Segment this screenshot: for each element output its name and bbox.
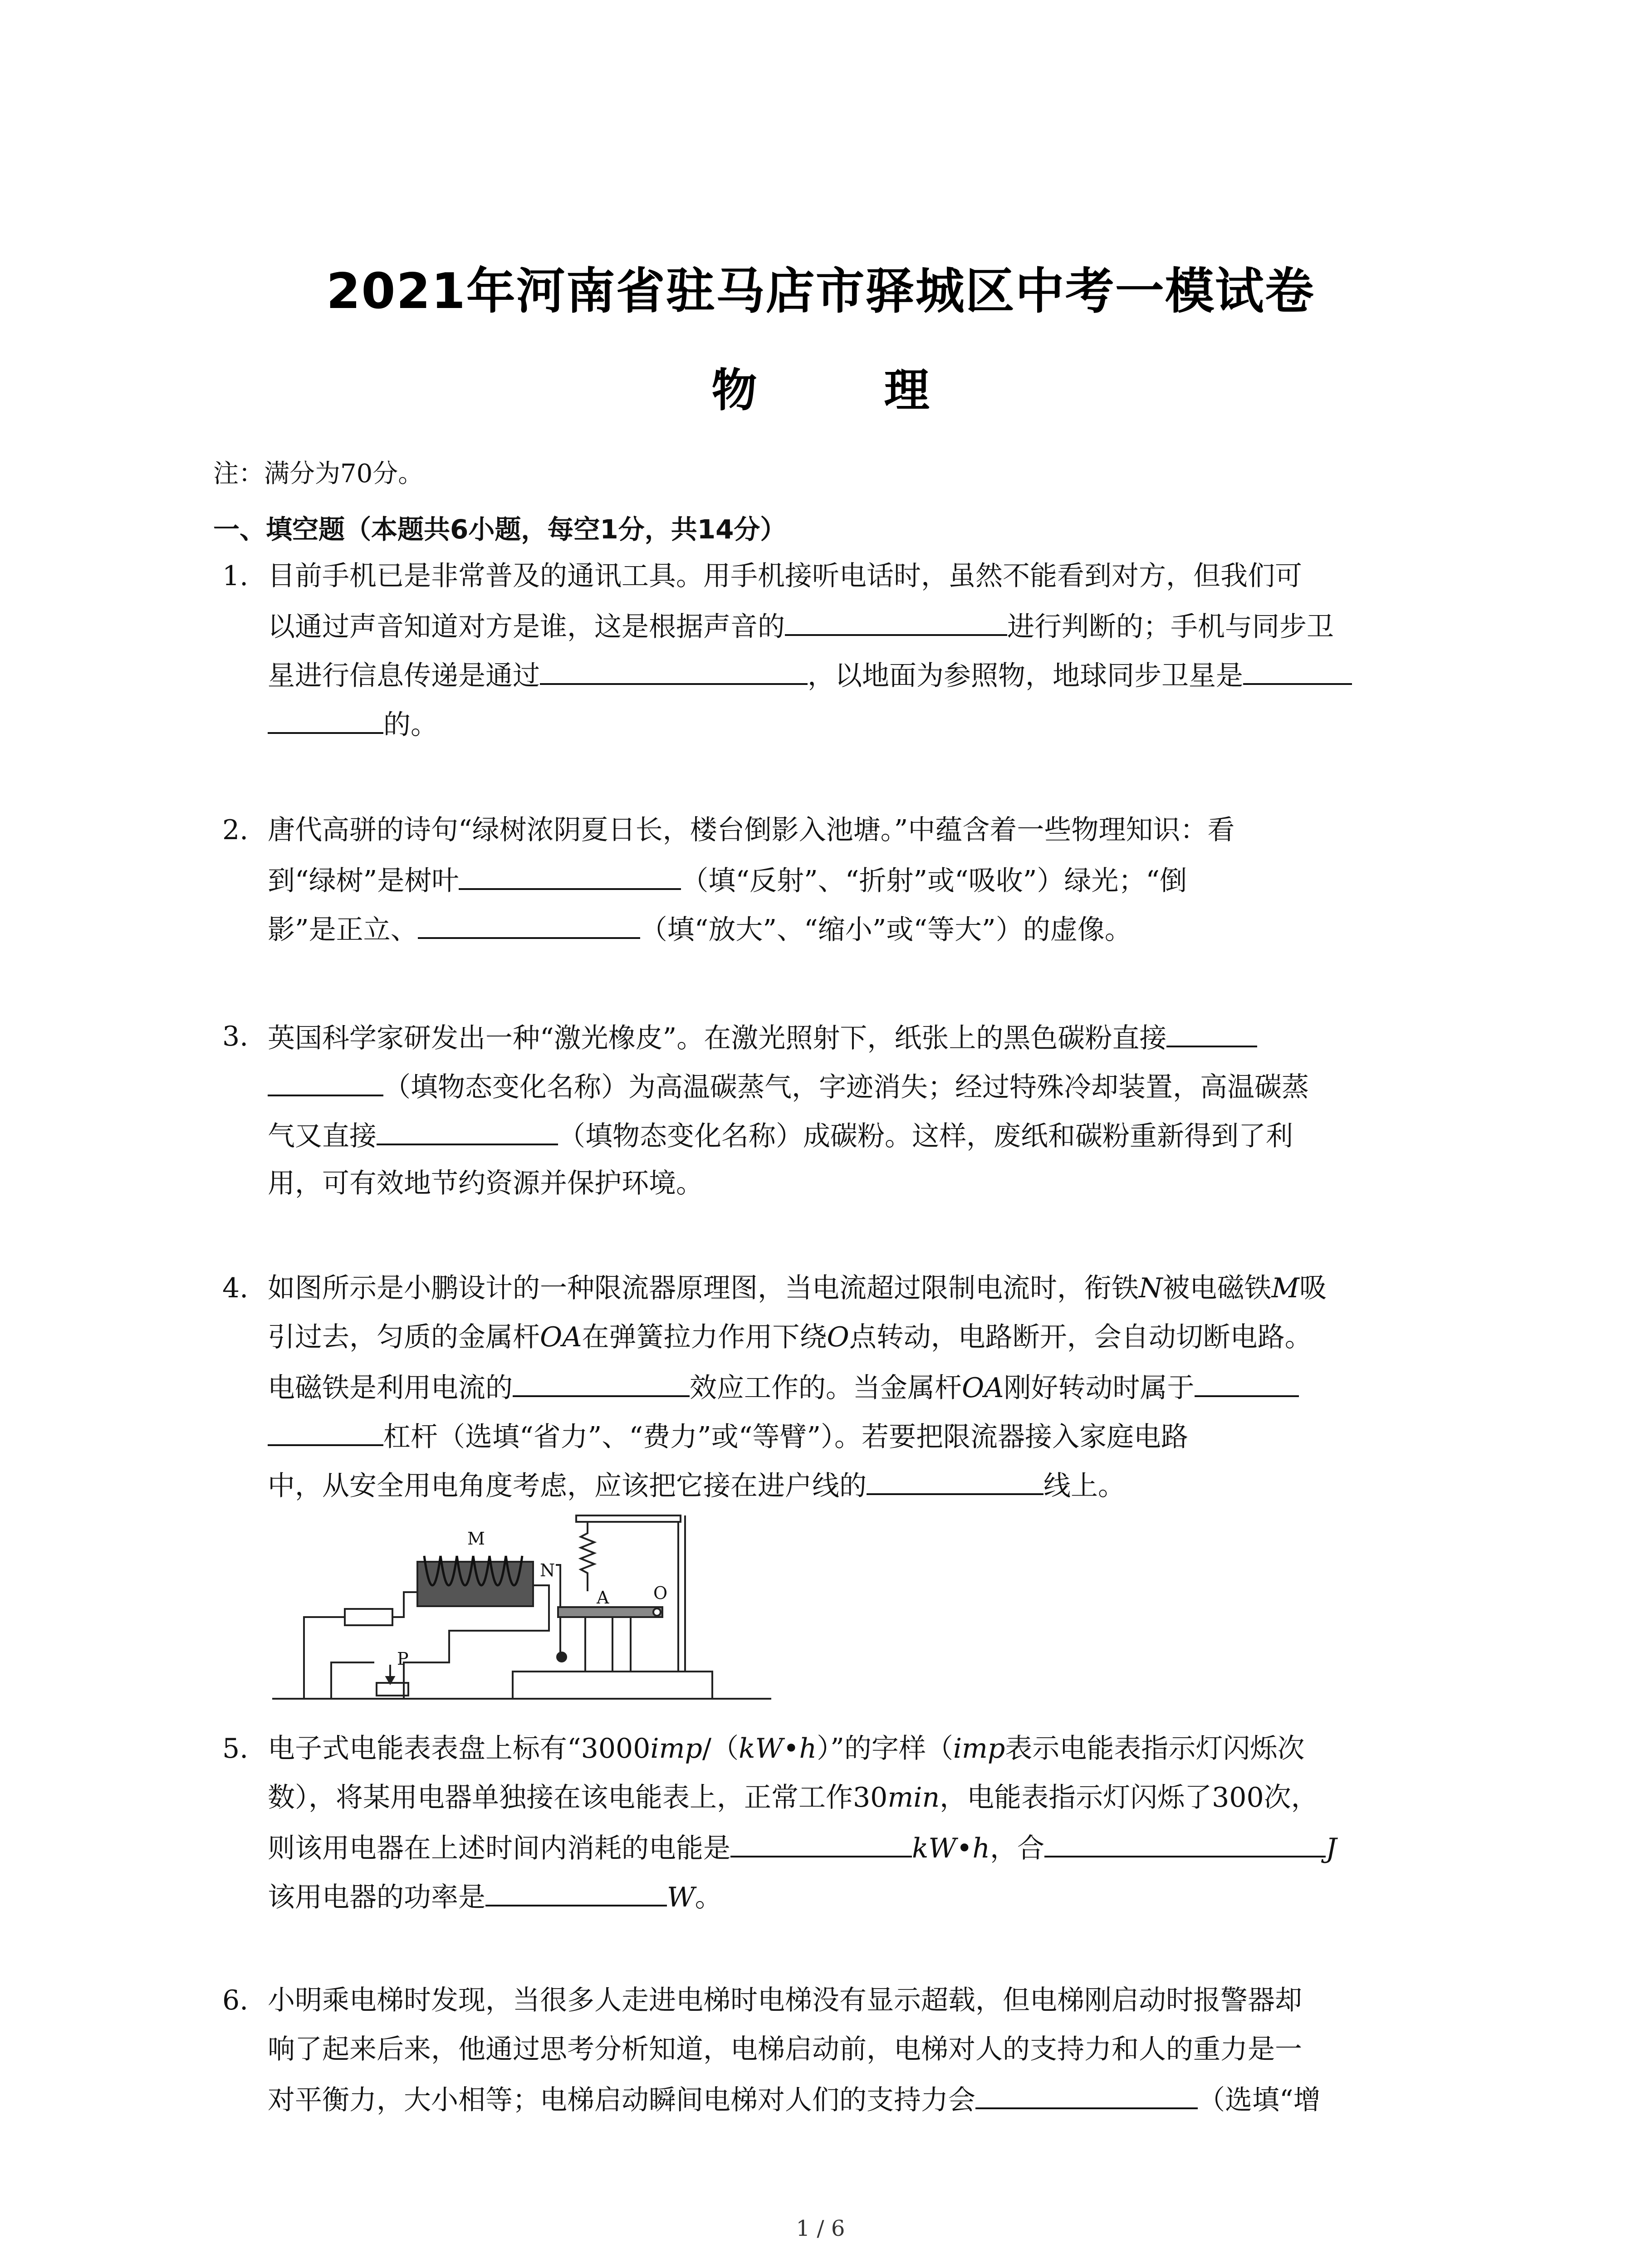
text: （填“反射”、“折射”或“吸收”）绿光；“倒	[681, 865, 1187, 897]
text: （填物态变化名称）为高温碳蒸气，字迹消失；经过特殊冷却装置，高温碳蒸	[383, 1071, 1309, 1103]
label-n: N	[540, 1560, 555, 1580]
text: 气又直接	[268, 1120, 377, 1152]
text-line	[268, 861, 1187, 897]
text: 引过去，匀质的金属杆	[268, 1321, 540, 1353]
text: （填物态变化名称）成碳粉。这样，废纸和碳粉重新得到了利	[558, 1120, 1293, 1152]
text-line	[268, 1067, 1309, 1104]
text: 线上。	[1043, 1470, 1125, 1502]
symbol-oa: OA	[962, 1372, 1004, 1404]
answer-blank[interactable]	[459, 861, 681, 890]
text-line	[268, 2080, 1321, 2116]
score-note: 注：满分为70分。	[213, 459, 424, 489]
text: 到“绿树”是树叶	[268, 865, 459, 897]
text: 电子式电能表表盘上标有“3000	[268, 1733, 651, 1765]
text-line	[268, 1877, 722, 1914]
text: 数），将某用电器单独接在该电能表上，正常工作30	[268, 1782, 888, 1813]
question-number: 4.	[222, 1272, 249, 1304]
text-line	[268, 910, 1132, 946]
text: 影”是正立、	[268, 914, 418, 946]
text: ，以地面为参照物，地球同步卫星是	[808, 660, 1243, 692]
label-p: P	[397, 1649, 409, 1669]
spring	[581, 1522, 594, 1591]
label-o: O	[653, 1583, 668, 1603]
subject-title: 物 理	[711, 364, 970, 417]
text: ，电能表指示灯闪烁了300次，	[940, 1782, 1318, 1813]
answer-blank[interactable]	[418, 910, 640, 939]
question-number: 5.	[222, 1733, 249, 1765]
answer-blank[interactable]	[1195, 1368, 1299, 1397]
wire	[304, 1617, 345, 1699]
unit: kW•h	[912, 1833, 990, 1864]
text: 该用电器的功率是	[268, 1882, 485, 1913]
current-limiter-diagram	[268, 1513, 780, 1708]
exam-title: 2021年河南省驻马店市驿城区中考一模试卷	[326, 263, 1315, 320]
text-line: 用，可有效地节约资源并保护环境。	[268, 1168, 703, 1199]
page-number: 1 / 6	[796, 2216, 845, 2241]
text: 点转动，电路断开，会自动切断电路。	[849, 1321, 1312, 1353]
text: 表示电能表指示灯闪烁次	[1005, 1733, 1305, 1765]
stand-top	[576, 1515, 681, 1522]
text: 则该用电器在上述时间内消耗的电能是	[268, 1833, 730, 1864]
unit: min	[887, 1782, 940, 1813]
text-line: 唐代高骈的诗句“绿树浓阴夏日长，楼台倒影入池塘。”中蕴含着一些物理知识：看	[268, 814, 1235, 846]
resistor	[345, 1609, 392, 1625]
unit: J	[1326, 1833, 1337, 1864]
text: 对平衡力，大小相等；电梯启动瞬间电梯对人们的支持力会	[268, 2084, 975, 2116]
text: 。	[695, 1882, 722, 1913]
answer-blank[interactable]	[785, 607, 1007, 636]
text: 在弹簧拉力作用下绕	[582, 1321, 827, 1353]
pivot	[653, 1608, 661, 1616]
text-line	[268, 1018, 1257, 1055]
wire	[392, 1592, 417, 1617]
question-number: 3.	[222, 1021, 249, 1052]
wire	[331, 1662, 374, 1699]
text: 中，从安全用电角度考虑，应该把它接在进户线的	[268, 1470, 867, 1502]
text-line	[268, 1270, 1327, 1306]
answer-blank[interactable]	[268, 1067, 383, 1096]
text: （选填“增	[1198, 2084, 1321, 2116]
symbol-o: O	[827, 1321, 849, 1353]
text-line	[268, 1779, 1318, 1816]
text-line: 响了起来后来，他通过思考分析知道，电梯启动前，电梯对人的支持力和人的重力是一	[268, 2033, 1302, 2065]
text-line	[268, 705, 438, 741]
unit: W	[667, 1882, 695, 1913]
label-m: M	[467, 1529, 485, 1549]
unit: imp	[650, 1733, 702, 1765]
answer-blank[interactable]	[867, 1466, 1043, 1495]
question-number: 1.	[222, 560, 249, 592]
text-line	[268, 1116, 1293, 1153]
answer-blank[interactable]	[485, 1877, 667, 1906]
symbol-oa: OA	[540, 1321, 582, 1353]
text: 星进行信息传递是通过	[268, 660, 540, 692]
text: /（	[702, 1733, 739, 1765]
answer-blank[interactable]	[268, 1417, 383, 1446]
metal-bar-oa	[558, 1607, 662, 1617]
question-number: 2.	[222, 814, 249, 846]
text: 如图所示是小鹏设计的一种限流器原理图，当电流超过限制电流时，衔铁	[268, 1272, 1139, 1304]
base-platform	[513, 1672, 712, 1699]
text: 吸	[1299, 1272, 1327, 1304]
text: 进行判断的；手机与同步卫	[1007, 611, 1334, 643]
contact-point	[557, 1652, 566, 1662]
text: 英国科学家研发出一种“激光橡皮”。在激光照射下，纸张上的黑色碳粉直接	[268, 1022, 1167, 1054]
answer-blank[interactable]	[268, 705, 383, 734]
text: 效应工作的。当金属杆	[690, 1372, 962, 1404]
answer-blank[interactable]	[730, 1828, 912, 1857]
text-line	[268, 1417, 1188, 1453]
unit: kW•h	[739, 1733, 817, 1765]
text: （填“放大”、“缩小”或“等大”）的虚像。	[640, 914, 1132, 946]
text: 被电磁铁	[1162, 1272, 1272, 1304]
text-line	[268, 1466, 1125, 1502]
answer-blank[interactable]	[1243, 656, 1352, 685]
text-line	[268, 1368, 1299, 1404]
text-line	[268, 656, 1352, 692]
answer-blank[interactable]	[1166, 1018, 1257, 1047]
answer-blank[interactable]	[1044, 1828, 1326, 1857]
symbol-m: M	[1271, 1272, 1299, 1304]
text-line	[268, 1828, 1337, 1865]
text: 电磁铁是利用电流的	[268, 1372, 513, 1404]
answer-blank[interactable]	[513, 1368, 690, 1397]
text-line	[268, 607, 1334, 643]
text-line	[268, 1730, 1304, 1767]
symbol-n: N	[1139, 1272, 1163, 1304]
text: 杠杆（选填“省力”、“费力”或“等臂”）。若要把限流器接入家庭电路	[383, 1421, 1189, 1453]
unit: imp	[953, 1733, 1005, 1765]
section-heading: 一、填空题（本题共6小题，每空1分，共14分）	[213, 514, 787, 545]
answer-blank[interactable]	[377, 1116, 558, 1145]
answer-blank[interactable]	[975, 2080, 1198, 2109]
label-a: A	[597, 1588, 609, 1608]
text-line	[268, 1319, 1312, 1355]
text: ，合	[990, 1833, 1045, 1864]
text: 以通过声音知道对方是谁，这是根据声音的	[268, 611, 785, 643]
text-line: 小明乘电梯时发现，当很多人走进电梯时电梯没有显示超载，但电梯刚启动时报警器却	[268, 1984, 1302, 2016]
text: 的。	[383, 709, 438, 741]
answer-blank[interactable]	[540, 656, 808, 685]
text-line: 目前手机已是非常普及的通讯工具。用手机接听电话时，虽然不能看到对方，但我们可	[268, 560, 1302, 592]
question-number: 6.	[222, 1984, 249, 2016]
text: 刚好转动时属于	[1004, 1372, 1195, 1404]
text: ）”的字样（	[817, 1733, 953, 1765]
